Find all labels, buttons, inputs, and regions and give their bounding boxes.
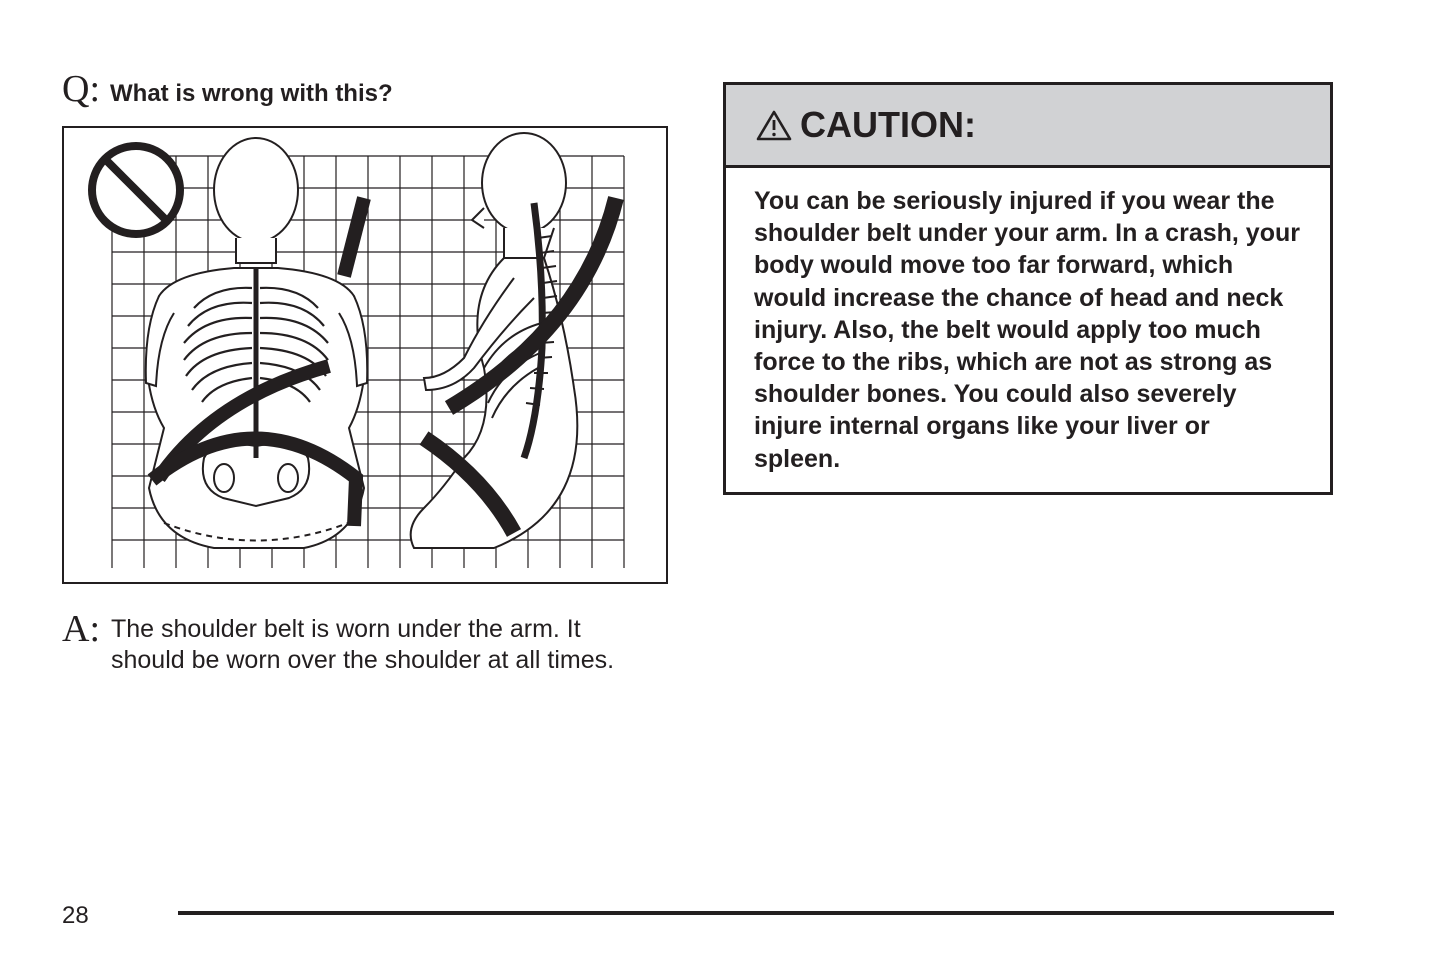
page-number: 28 xyxy=(62,902,89,929)
caution-title: CAUTION: xyxy=(800,104,976,145)
footer-rule xyxy=(178,911,1334,915)
prohibited-sign-icon xyxy=(92,146,180,234)
caution-header xyxy=(726,85,1330,168)
seatbelt-illustration xyxy=(62,126,668,584)
answer-block xyxy=(62,610,621,676)
question-line xyxy=(62,70,393,108)
warning-triangle-icon xyxy=(756,109,792,141)
answer-text: The shoulder belt is worn under the arm. It should be worn over the shoulder at all times. xyxy=(111,615,615,674)
caution-body: You can be seriously injured if you wear the shoulder belt under your arm. In a crash, your body would move too far forward, which would increase the chance of head and neck injury. Also, the belt would apply too much force to the ribs, which are not as strong as shoulder bones. You could also severely injure internal organs like your liver or spleen. xyxy=(754,187,1300,473)
question-text: What is wrong with this? xyxy=(110,80,393,107)
caution-box xyxy=(723,82,1333,495)
answer-letter: A: xyxy=(62,608,100,650)
seatbelt-illustration-drawing xyxy=(64,128,668,584)
side-view-figure xyxy=(411,133,578,548)
question-letter: Q: xyxy=(62,68,100,110)
